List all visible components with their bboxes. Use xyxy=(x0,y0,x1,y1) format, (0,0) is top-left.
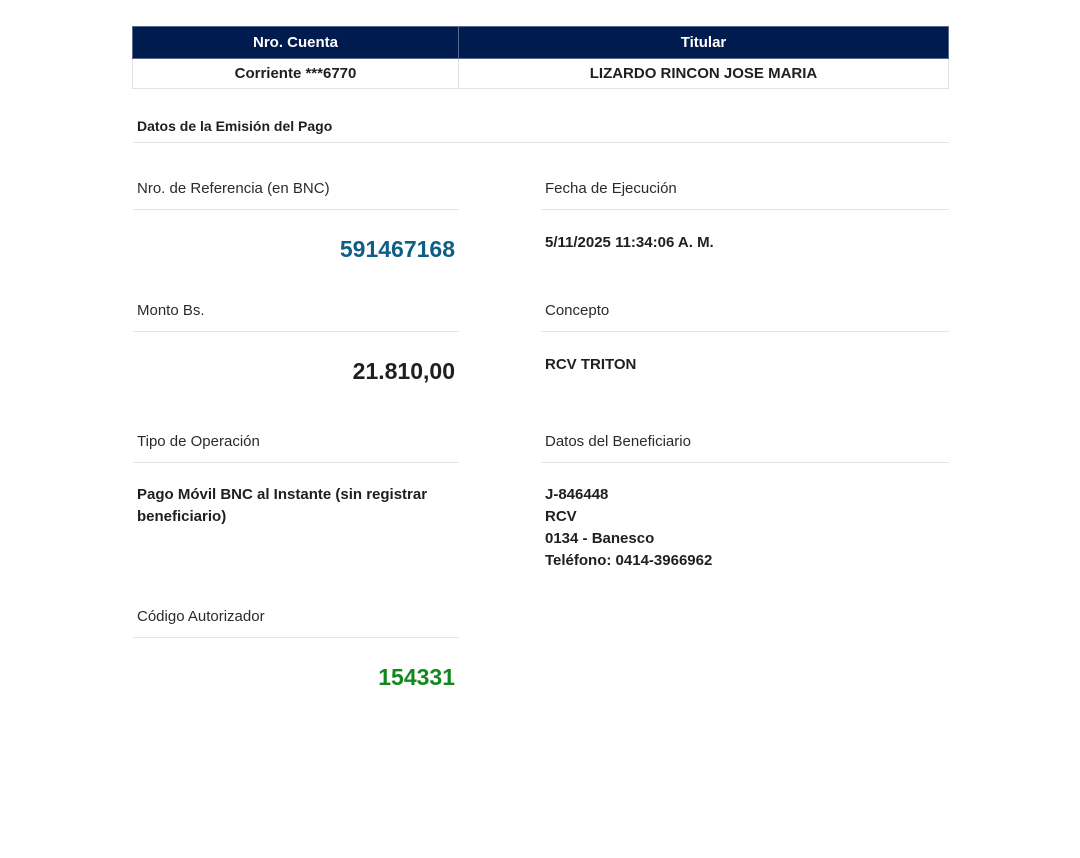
beneficiary-label: Datos del Beneficiario xyxy=(541,433,949,463)
section-title: Datos de la Emisión del Pago xyxy=(133,118,949,143)
beneficiary-bank: 0134 - Banesco xyxy=(545,530,655,547)
execution-date-label: Fecha de Ejecución xyxy=(541,180,949,210)
reference-label: Nro. de Referencia (en BNC) xyxy=(133,180,459,210)
account-table-header-row xyxy=(133,27,949,59)
account-number-cell: Corriente ***6770 xyxy=(133,59,459,89)
beneficiary-id: J-846448 xyxy=(545,486,609,503)
concept-value: RCV TRITON xyxy=(545,356,637,373)
account-holder-cell: LIZARDO RINCON JOSE MARIA xyxy=(459,59,949,89)
account-number-header: Nro. Cuenta xyxy=(133,27,459,59)
beneficiary-phone: Teléfono: 0414-3966962 xyxy=(545,552,713,569)
table-row xyxy=(133,59,949,89)
amount-value: 21.810,00 xyxy=(352,358,455,384)
operation-type-value: Pago Móvil BNC al Instante (sin registrar beneficiario) xyxy=(137,486,428,525)
execution-date-value: 5/11/2025 11:34:06 A. M. xyxy=(545,234,714,251)
beneficiary-name: RCV xyxy=(545,508,577,525)
account-table xyxy=(132,26,949,89)
concept-label: Concepto xyxy=(541,302,949,332)
operation-type-label: Tipo de Operación xyxy=(133,433,459,463)
beneficiary-details xyxy=(545,484,945,572)
reference-value: 591467168 xyxy=(339,236,455,262)
authorization-code-label: Código Autorizador xyxy=(133,608,459,638)
amount-label: Monto Bs. xyxy=(133,302,459,332)
account-holder-header: Titular xyxy=(459,27,949,59)
authorization-code-value: 154331 xyxy=(378,664,455,690)
